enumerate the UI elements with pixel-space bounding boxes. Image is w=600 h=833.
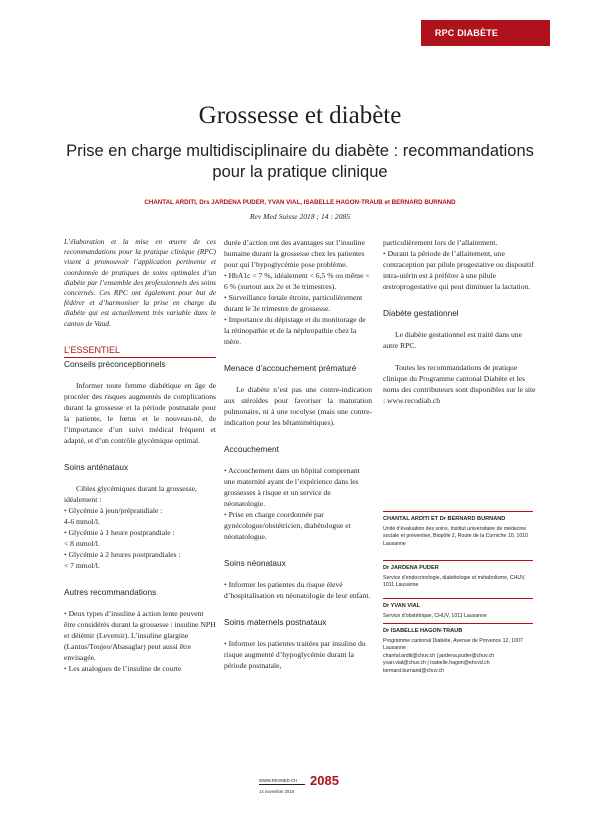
column-1 [64,237,216,674]
bullet-icon: • [224,315,227,324]
heading-autres: Autres recommandations [64,586,157,597]
affiliation-address: Service d’endocrinologie, diabétologie et métabolisme, CHUV, 1011 Lausanne [383,575,526,589]
list-item-value: 4-6 mmol/l. [64,516,100,526]
heading-antenataux: Soins anténataux [64,461,129,472]
list-item: • Durant la période de l’allaitement, une contraception par pilule progestative ou dispositif intra-utérin est à préférer à une pilule œstroprogestative qui peut diminuer la lactation. [383,249,534,291]
column-3 [383,237,537,406]
paragraph-recodiab: Toutes les recommandations de pratique clinique du Programme cantonal Diabète et les noms des contributeurs sont disponibles sur le site : www.recodiab.ch [383,363,536,405]
affiliation-name: CHANTAL ARDITI ET Dr BERNARD BURNAND [383,516,506,522]
list-item: • Deux types d’insuline à action lente peuvent être considérés durant la grossesse : insuline NPH et détémir (Levemir). L’insuline glargine (Lantus/Toujeo/Abasaglar) peut aussi être envisagée. [64,608,216,662]
bullet-icon: • [64,663,67,673]
affiliation-rule [383,623,533,624]
essentiel-rule [64,357,216,358]
affiliation-2 [383,560,533,590]
paragraph-conseils: Informer toute femme diabétique en âge de procréer des risques augmentés de complications durant la grossesse et la période postnatale pour la patiente, le fœtus et le nouveau-né, de l’importance d’un suivi médical fréquent et adapté, et d’un contrôle glycémique optimal. [64,380,216,445]
bullet-icon: • [64,527,67,537]
list-item: • Glycémie à jeun/préprandiale : [64,505,163,515]
bullet-icon: • [224,580,227,589]
citation: Rev Med Suisse 2018 ; 14 : 2085 [249,212,351,221]
section-tag-rule [421,45,550,46]
article-title: Grossesse et diabète [198,102,402,129]
list-item: • Informer les patientes du risque élevé d’hospitalisation en néonatologie de leur enfant. [224,580,371,600]
bullet-icon: • [224,271,227,280]
bullet-icon: • [224,466,227,475]
list-item: • Surveillance fœtale étroite, particulièrement durant le 3e trimestre de grossesse. [224,293,363,313]
list-item-value: < 7 mmol/l. [64,560,100,570]
heading-neonataux: Soins néonataux [224,558,286,568]
affiliation-rule [383,511,533,512]
list-item: • Glycémie à 1 heure postprandiale : [64,527,175,537]
email-line: chantal.arditi@chuv.ch | jardena.puder@chuv.ch [383,652,495,659]
affiliation-rule [383,598,533,599]
affiliation-name: Dr JARDENA PUDER [383,565,439,571]
list-item-continued: durée d’action ont des avantages sur l’insuline humaine durant la grossesse chez les patientes pour qui l’hypoglycémie pose problème. [224,238,365,269]
author-list: CHANTAL ARDITI, Drs JARDENA PUDER, YVAN VIAL, ISABELLE HAGON-TRAUB et BERNARD BURNAND [144,199,456,206]
paragraph-menace: Le diabète n’est pas une contre-indication aux stéroïdes pour favoriser la maturation pulmonaire, ni à une tocolyse (mais une contre-indication pour les bêtamimétiques). [224,385,372,427]
affiliation-name: Dr ISABELLE HAGON-TRAUB [383,628,463,634]
footer-site: WWW.REVMED.CH [259,778,297,783]
email-line: bernard.burnand@chuv.ch [383,667,445,674]
article-subtitle: Prise en charge multidisciplinaire du diabète : recommandations pour la pratique clinique [66,142,534,181]
email-line: yvan.vial@chuv.ch | isabelle.hagon@ehcvd.ch [383,660,490,667]
list-item: • Glycémie à 2 heures postprandiales : [64,549,181,559]
affiliation-name: Dr YVAN VIAL [383,603,421,609]
bullet-icon: • [224,639,227,648]
list-item: • Informer les patientes traitées par insuline du risque augmenté d’hypoglycémie durant la période postnatale, [224,639,366,670]
heading-accouchement: Accouchement [224,444,279,454]
footer-rule [259,784,305,785]
heading-conseils: Conseils préconceptionnels [64,358,166,369]
column-2 [224,237,372,671]
bullet-icon: • [383,249,386,258]
affiliation-address: Service d’obstétrique, CHUV, 1011 Lausanne [383,613,487,619]
paragraph-antenataux: Cibles glycémiques durant la grossesse, idéalement : [64,483,197,504]
heading-gestationnel: Diabète gestationnel [383,308,459,318]
list-item: • Les analogues de l’insuline de courte [64,663,182,673]
affiliation-4 [383,623,533,675]
paragraph-gestationnel: Le diabète gestationnel est traité dans une autre RPC. [383,330,522,350]
section-tag-strip [512,20,550,45]
heading-menace: Menace d’accouchement prématuré [224,363,357,373]
list-item: • Importance du dépistage et du monitorage de la rétinopathie et de la néphropathie chez la mère. [224,315,366,346]
list-item-continued: particulièrement lors de l’allaitement. [383,238,498,247]
intro-abstract: L’élaboration et la mise en œuvre de ces recommandations pour la pratique clinique (RPC) visent à promouvoir l’application pertinente et coordonnée de pratiques de soins optimales d’un diabète par l’ensemble des professionnels des soins concernés. Ces RPC ont également pour but de fédérer et d’harmoniser la prise en charge du diabète qui est actuellement très variable dans le canton de Vaud. [64,237,216,328]
affiliation-3 [383,598,533,620]
footer-date: 14 novembre 2018 [259,789,294,794]
affiliation-address: Programme cantonal Diabète, Avenue de Provence 12, 1007 Lausanne [383,638,523,652]
essentiel-heading: L’ESSENTIEL [64,344,121,355]
bullet-icon: • [64,549,67,559]
section-tag: RPC DIABÈTE [421,20,512,45]
bullet-icon: • [64,608,67,618]
list-item: • Accouchement dans un hôpital comprenant une maternité ayant de l’expérience dans les grossesses à risque et un service de néonatologie. [224,466,360,508]
list-item: • HbA1c < 7 %, idéalement < 6,5 % ou même < 6 % (surtout aux 2e et 3e trimestres). [224,271,370,291]
list-item: • Prise en charge coordonnée par gynécologue/obstétricien, diabétologue et néonatologue. [224,510,351,541]
affiliation-rule [383,560,533,561]
affiliation-address: Unité d’évaluation des soins, Institut universitaire de médecine sociale et préventive, Biopôle 2, Route de la Corniche 10, 1010 Lausanne [383,526,529,547]
bullet-icon: • [224,510,227,519]
heading-postnataux: Soins maternels postnataux [224,617,327,627]
page-number: 2085 [310,773,339,788]
bullet-icon: • [224,293,227,302]
list-item-value: < 8 mmol/l. [64,538,100,548]
bullet-icon: • [64,505,67,515]
affiliation-1 [383,511,533,548]
